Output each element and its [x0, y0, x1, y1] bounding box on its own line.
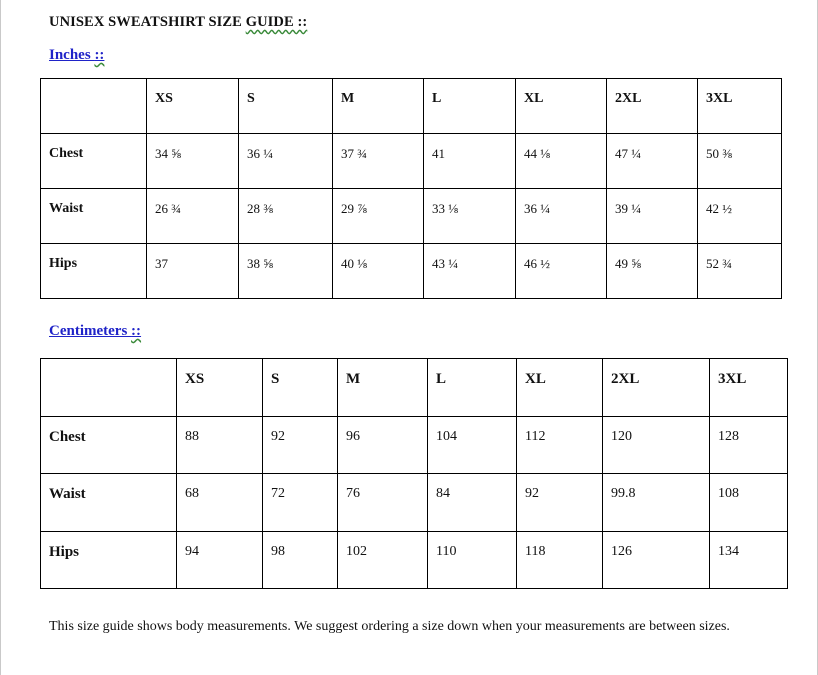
- table-cell: 39 ¼: [607, 189, 698, 244]
- row-label: Hips: [41, 244, 147, 299]
- table-row: [41, 531, 788, 589]
- title-main: UNISEX SWEATSHIRT SIZE: [49, 14, 246, 30]
- table-cell: 44 ⅛: [516, 134, 607, 189]
- inches-heading: [49, 47, 104, 64]
- header-cell: L: [428, 359, 517, 417]
- row-label: Waist: [41, 474, 177, 532]
- row-label: Waist: [41, 189, 147, 244]
- document-title: [49, 14, 307, 31]
- page-edge-left: [0, 0, 1, 675]
- size-guide-note: This size guide shows body measurements. We suggest ordering a size down when your measurements are between sizes.: [49, 619, 730, 634]
- table-cell: 28 ⅜: [239, 189, 333, 244]
- header-cell: 2XL: [607, 79, 698, 134]
- row-label: Chest: [41, 416, 177, 474]
- centimeters-heading: [49, 323, 141, 340]
- table-cell: 36 ¼: [239, 134, 333, 189]
- table-cell: 46 ½: [516, 244, 607, 299]
- table-row: [41, 416, 788, 474]
- table-cell: 37 ¾: [333, 134, 424, 189]
- table-cell: 112: [517, 416, 603, 474]
- table-cell: 92: [263, 416, 338, 474]
- header-corner-cell: [41, 79, 147, 134]
- table-cell: 128: [710, 416, 788, 474]
- table-cell: 41: [424, 134, 516, 189]
- table-cell: 84: [428, 474, 517, 532]
- header-cell: M: [338, 359, 428, 417]
- header-corner-cell: [41, 359, 177, 417]
- header-cell: S: [239, 79, 333, 134]
- cm-heading-text: Centimeters: [49, 323, 132, 339]
- table-cell: 94: [177, 531, 263, 589]
- table-header-row: [41, 359, 788, 417]
- table-row: [41, 244, 782, 299]
- header-cell: XL: [517, 359, 603, 417]
- table-cell: 38 ⅝: [239, 244, 333, 299]
- table-cell: 33 ⅛: [424, 189, 516, 244]
- table-row: [41, 474, 788, 532]
- table-cell: 120: [603, 416, 710, 474]
- centimeters-size-table: [40, 358, 788, 589]
- table-cell: 37: [147, 244, 239, 299]
- table-header-row: [41, 79, 782, 134]
- table-cell: 50 ⅜: [698, 134, 782, 189]
- table-cell: 36 ¼: [516, 189, 607, 244]
- table-row: [41, 134, 782, 189]
- header-cell: 3XL: [698, 79, 782, 134]
- table-cell: 29 ⅞: [333, 189, 424, 244]
- table-cell: 118: [517, 531, 603, 589]
- table-cell: 26 ¾: [147, 189, 239, 244]
- table-cell: 96: [338, 416, 428, 474]
- row-label: Hips: [41, 531, 177, 589]
- table-cell: 40 ⅛: [333, 244, 424, 299]
- table-cell: 99.8: [603, 474, 710, 532]
- table-cell: 72: [263, 474, 338, 532]
- row-label: Chest: [41, 134, 147, 189]
- table-cell: 49 ⅝: [607, 244, 698, 299]
- inches-heading-text: Inches: [49, 47, 95, 63]
- table-cell: 110: [428, 531, 517, 589]
- table-cell: 43 ¼: [424, 244, 516, 299]
- table-cell: 92: [517, 474, 603, 532]
- table-cell: 68: [177, 474, 263, 532]
- header-cell: XS: [177, 359, 263, 417]
- table-cell: 104: [428, 416, 517, 474]
- table-cell: 102: [338, 531, 428, 589]
- table-cell: 34 ⅝: [147, 134, 239, 189]
- header-cell: L: [424, 79, 516, 134]
- table-cell: 52 ¾: [698, 244, 782, 299]
- table-cell: 42 ½: [698, 189, 782, 244]
- header-cell: M: [333, 79, 424, 134]
- inches-size-table: [40, 78, 782, 299]
- table-cell: 88: [177, 416, 263, 474]
- cm-heading-sep: ::: [131, 323, 142, 339]
- table-cell: 47 ¼: [607, 134, 698, 189]
- header-cell: XS: [147, 79, 239, 134]
- table-cell: 108: [710, 474, 788, 532]
- table-cell: 126: [603, 531, 710, 589]
- inches-heading-sep: ::: [94, 47, 105, 63]
- title-tail: GUIDE ::: [245, 14, 308, 30]
- table-cell: 98: [263, 531, 338, 589]
- table-cell: 134: [710, 531, 788, 589]
- table-row: [41, 189, 782, 244]
- table-cell: 76: [338, 474, 428, 532]
- header-cell: 3XL: [710, 359, 788, 417]
- header-cell: XL: [516, 79, 607, 134]
- header-cell: 2XL: [603, 359, 710, 417]
- header-cell: S: [263, 359, 338, 417]
